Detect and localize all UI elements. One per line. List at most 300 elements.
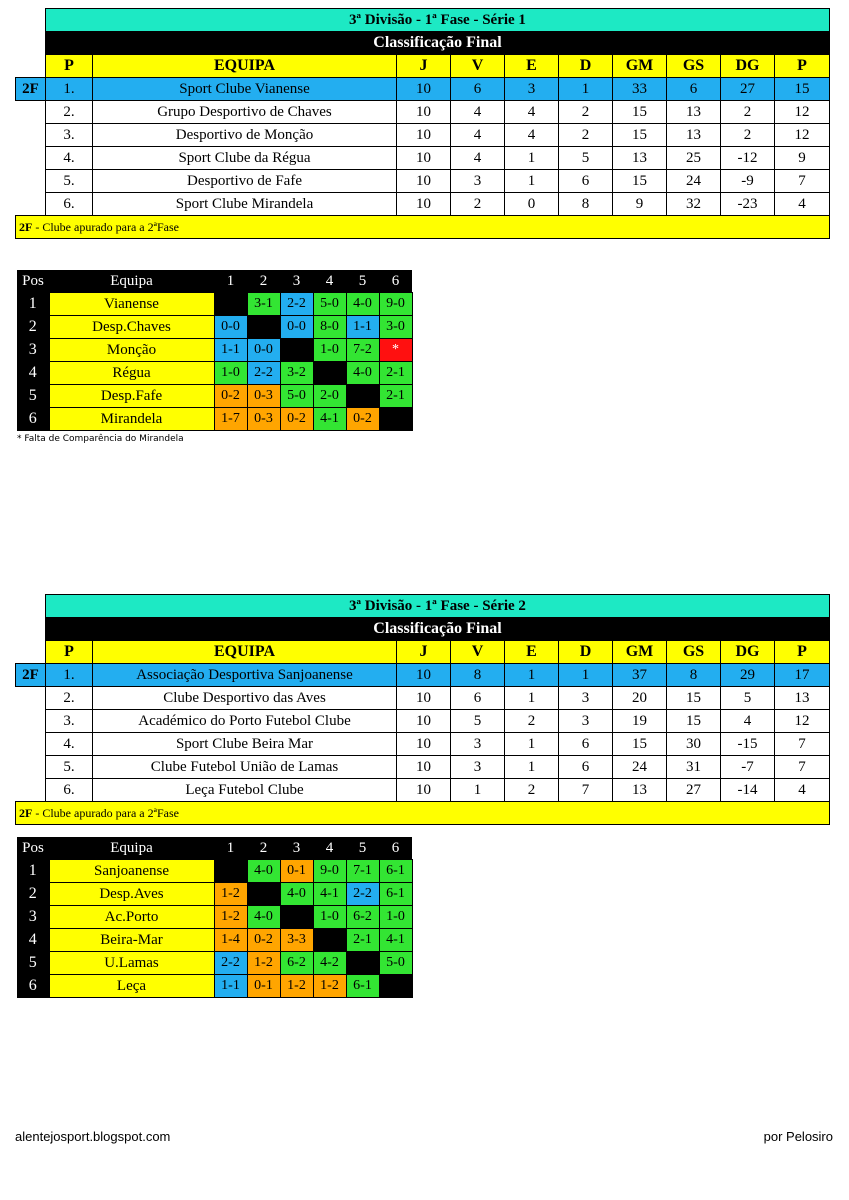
table-cell: 2. [46,101,93,124]
table-cell: 24 [667,170,721,193]
result-cell: 1-0 [313,906,346,929]
table-cell: 15 [613,733,667,756]
table-row [16,687,830,710]
matrix-row [17,362,412,385]
result-cell: 1-0 [379,906,412,929]
legend-text: - Clube apurado para a 2ªFase [32,805,179,820]
result-cell: 3-1 [247,293,280,316]
table-cell: -9 [721,170,775,193]
qualified-tag: 2F [16,664,46,687]
column-header: EQUIPA [93,641,397,664]
table-cell: 19 [613,710,667,733]
table-cell: 6 [451,78,505,101]
table-cell: 10 [397,101,451,124]
result-cell: 1-4 [214,929,247,952]
table-cell: -15 [721,733,775,756]
matrix-header: 2 [247,837,280,860]
legend-tag: 2F [19,219,33,234]
matrix-row [17,316,412,339]
table-cell: -12 [721,147,775,170]
self-match-cell [247,883,280,906]
table-cell: 9 [775,147,830,170]
table-cell: 15 [775,78,830,101]
spacer [16,193,46,216]
self-match-cell [346,385,379,408]
team-name: Ac.Porto [49,906,214,929]
result-cell: 6-1 [379,883,412,906]
position: 6 [17,408,49,431]
table-row [16,733,830,756]
result-cell: 2-2 [280,293,313,316]
spacer [16,733,46,756]
result-cell: 1-7 [214,408,247,431]
column-header: DG [721,641,775,664]
table-cell: 9 [613,193,667,216]
series2-results-matrix [17,837,413,998]
team-name: Leça Futebol Clube [93,779,397,802]
result-cell: 0-3 [247,408,280,431]
column-header: J [397,641,451,664]
table-cell: 6 [667,78,721,101]
matrix-header: Pos [17,837,49,860]
result-cell: 7-2 [346,339,379,362]
table-cell: 10 [397,687,451,710]
table-cell: 2 [721,101,775,124]
table-cell: 29 [721,664,775,687]
series2-standings [15,594,830,825]
result-cell: 6-2 [346,906,379,929]
self-match-cell [214,860,247,883]
table-cell: 1 [559,78,613,101]
matrix-header: 4 [313,837,346,860]
team-name: Desp.Fafe [49,385,214,408]
spacer [16,170,46,193]
table-cell: 2 [505,779,559,802]
spacer [16,9,46,32]
matrix-header: 5 [346,837,379,860]
table-row [16,170,830,193]
forfeit-note: * Falta de Comparência do Mirandela [17,434,184,444]
matrix-row [17,293,412,316]
spacer [16,687,46,710]
series1-results-matrix [17,270,413,431]
table-cell: 37 [613,664,667,687]
matrix-header: 4 [313,270,346,293]
table-cell: 20 [613,687,667,710]
table-cell: 15 [613,124,667,147]
table-cell: 15 [613,101,667,124]
legend-text: - Clube apurado para a 2ªFase [32,219,179,234]
result-cell: 6-1 [379,860,412,883]
table-row [16,664,830,687]
team-name: Vianense [49,293,214,316]
result-cell: 9-0 [313,860,346,883]
table-cell: 6. [46,193,93,216]
table-row [16,193,830,216]
result-cell: 3-3 [280,929,313,952]
legend-tag: 2F [19,805,33,820]
table-cell: 2 [505,710,559,733]
table-cell: 25 [667,147,721,170]
table-cell: 3 [451,733,505,756]
position: 6 [17,975,49,998]
team-name: Grupo Desportivo de Chaves [93,101,397,124]
table-cell: 1 [505,733,559,756]
table-cell: 2 [721,124,775,147]
spacer [16,124,46,147]
column-header: V [451,55,505,78]
team-name: Mirandela [49,408,214,431]
column-header: P [46,55,93,78]
matrix-row [17,929,412,952]
team-name: Clube Futebol União de Lamas [93,756,397,779]
spacer [16,618,46,641]
table-cell: 8 [667,664,721,687]
spacer [16,32,46,55]
result-cell: 1-2 [247,952,280,975]
column-header: D [559,55,613,78]
position: 3 [17,339,49,362]
spacer [16,101,46,124]
matrix-row [17,906,412,929]
table-cell: 7 [775,170,830,193]
table-cell: 10 [397,779,451,802]
table-cell: 30 [667,733,721,756]
result-cell: 4-1 [313,883,346,906]
table-cell: 15 [613,170,667,193]
spacer [16,595,46,618]
position: 3 [17,906,49,929]
position: 2 [17,316,49,339]
table-cell: 4 [451,147,505,170]
team-name: Clube Desportivo das Aves [93,687,397,710]
table-cell: 4 [451,124,505,147]
position: 4 [17,362,49,385]
column-header: GM [613,55,667,78]
matrix-header: 3 [280,837,313,860]
column-header: GS [667,55,721,78]
result-cell: 0-1 [247,975,280,998]
table-cell: 4 [775,779,830,802]
table-cell: 4 [775,193,830,216]
column-header: DG [721,55,775,78]
spacer [16,55,46,78]
table-cell: 4 [451,101,505,124]
table-cell: 12 [775,710,830,733]
table-cell: 10 [397,170,451,193]
table-title: 3ª Divisão - 1ª Fase - Série 2 [46,595,830,618]
table-cell: 1 [559,664,613,687]
matrix-row [17,952,412,975]
result-cell: 8-0 [313,316,346,339]
self-match-cell [247,316,280,339]
table-cell: 17 [775,664,830,687]
matrix-row [17,975,412,998]
table-cell: 13 [667,101,721,124]
author-credit: por Pelosiro [763,1129,833,1144]
table-cell: 10 [397,193,451,216]
spacer [16,710,46,733]
table-row [16,147,830,170]
table-row [16,78,830,101]
table-cell: 6 [559,733,613,756]
table-cell: 5. [46,170,93,193]
matrix-header: 5 [346,270,379,293]
team-name: Desp.Chaves [49,316,214,339]
table-cell: 3 [451,756,505,779]
result-cell: 5-0 [379,952,412,975]
table-cell: 2 [559,101,613,124]
table-cell: 10 [397,756,451,779]
column-header: P [775,641,830,664]
team-name: Desportivo de Fafe [93,170,397,193]
table-cell: 3 [559,710,613,733]
table-row [16,779,830,802]
table-cell: 1. [46,664,93,687]
matrix-header: 1 [214,837,247,860]
table-cell: 32 [667,193,721,216]
table-cell: 10 [397,78,451,101]
column-header: GS [667,641,721,664]
result-cell: 0-2 [280,408,313,431]
qualified-tag: 2F [16,78,46,101]
spacer [16,779,46,802]
self-match-cell [313,362,346,385]
result-cell: 4-1 [379,929,412,952]
matrix-row [17,385,412,408]
table-cell: 8 [451,664,505,687]
table-cell: 4. [46,733,93,756]
table-cell: 1 [505,687,559,710]
table-cell: 12 [775,101,830,124]
table-cell: 10 [397,664,451,687]
result-cell: 1-2 [280,975,313,998]
table-cell: 24 [613,756,667,779]
team-name: Beira-Mar [49,929,214,952]
table-cell: 27 [721,78,775,101]
table-row [16,101,830,124]
table-title: 3ª Divisão - 1ª Fase - Série 1 [46,9,830,32]
result-cell: 9-0 [379,293,412,316]
table-cell: 1 [505,664,559,687]
result-cell: 0-3 [247,385,280,408]
spacer [16,147,46,170]
result-cell: 3-0 [379,316,412,339]
table-cell: 4 [721,710,775,733]
table-cell: 7 [559,779,613,802]
result-cell: 0-2 [214,385,247,408]
result-cell: 4-0 [346,362,379,385]
position: 2 [17,883,49,906]
matrix-row [17,408,412,431]
matrix-header: 6 [379,837,412,860]
result-cell: 1-1 [346,316,379,339]
table-row [16,124,830,147]
team-name: Desportivo de Monção [93,124,397,147]
table-cell: 3. [46,710,93,733]
result-cell: 3-2 [280,362,313,385]
table-row [16,756,830,779]
self-match-cell [313,929,346,952]
team-name: Desp.Aves [49,883,214,906]
team-name: Sport Clube Beira Mar [93,733,397,756]
result-cell: 1-0 [214,362,247,385]
result-cell: 0-0 [280,316,313,339]
table-cell: 15 [667,687,721,710]
result-cell: 1-2 [313,975,346,998]
result-cell: 1-0 [313,339,346,362]
self-match-cell [379,408,412,431]
table-cell: 10 [397,124,451,147]
table-cell: 2 [559,124,613,147]
table-cell: 4. [46,147,93,170]
column-header: P [46,641,93,664]
table-row [16,710,830,733]
result-cell: 5-0 [313,293,346,316]
table-cell: 27 [667,779,721,802]
result-cell: 2-1 [379,385,412,408]
team-name: Sport Clube Mirandela [93,193,397,216]
table-cell: 5 [559,147,613,170]
table-cell: 12 [775,124,830,147]
self-match-cell [346,952,379,975]
result-cell: 6-1 [346,975,379,998]
series1-standings [15,8,830,239]
table-cell: 13 [775,687,830,710]
table-cell: 1 [505,147,559,170]
qualified-legend [16,216,830,239]
column-header: E [505,641,559,664]
column-header: E [505,55,559,78]
team-name: Associação Desportiva Sanjoanense [93,664,397,687]
result-cell: 4-0 [247,906,280,929]
table-cell: 4 [505,101,559,124]
table-cell: 7 [775,733,830,756]
position: 1 [17,293,49,316]
matrix-row [17,339,412,362]
column-header: D [559,641,613,664]
table-cell: 5 [451,710,505,733]
team-name: Académico do Porto Futebol Clube [93,710,397,733]
result-cell: 7-1 [346,860,379,883]
table-cell: 31 [667,756,721,779]
table-cell: 3 [505,78,559,101]
table-cell: 13 [613,147,667,170]
result-cell: 2-2 [247,362,280,385]
result-cell: 4-1 [313,408,346,431]
table-subtitle: Classificação Final [46,618,830,641]
table-cell: 3 [451,170,505,193]
result-cell: 0-0 [247,339,280,362]
matrix-row [17,860,412,883]
table-cell: 4 [505,124,559,147]
matrix-header: 1 [214,270,247,293]
team-name: Leça [49,975,214,998]
matrix-header: Pos [17,270,49,293]
spacer [16,756,46,779]
result-cell: 6-2 [280,952,313,975]
matrix-header: 3 [280,270,313,293]
result-cell: 2-0 [313,385,346,408]
result-cell: 0-2 [346,408,379,431]
table-cell: 1 [505,756,559,779]
result-cell: 2-1 [379,362,412,385]
table-cell: -7 [721,756,775,779]
result-cell: 0-2 [247,929,280,952]
matrix-header: 2 [247,270,280,293]
self-match-cell [280,339,313,362]
table-cell: 7 [775,756,830,779]
result-cell: 1-1 [214,339,247,362]
blog-url: alentejosport.blogspot.com [15,1129,171,1144]
table-cell: 15 [667,710,721,733]
table-cell: 1. [46,78,93,101]
table-cell: 10 [397,710,451,733]
column-header: GM [613,641,667,664]
result-cell: 4-0 [280,883,313,906]
result-cell: 0-1 [280,860,313,883]
result-cell: 4-0 [247,860,280,883]
table-cell: 10 [397,733,451,756]
result-cell: 5-0 [280,385,313,408]
matrix-row [17,883,412,906]
column-header: P [775,55,830,78]
table-cell: 0 [505,193,559,216]
result-cell: 4-2 [313,952,346,975]
table-cell: -23 [721,193,775,216]
matrix-header: 6 [379,270,412,293]
self-match-cell [379,975,412,998]
column-header: J [397,55,451,78]
result-cell: 2-2 [346,883,379,906]
column-header: EQUIPA [93,55,397,78]
table-cell: 3 [559,687,613,710]
result-cell: 0-0 [214,316,247,339]
table-cell: 10 [397,147,451,170]
result-cell: 2-1 [346,929,379,952]
team-name: Sanjoanense [49,860,214,883]
result-cell: 1-2 [214,906,247,929]
column-header: V [451,641,505,664]
table-cell: 5. [46,756,93,779]
table-cell: 6. [46,779,93,802]
table-cell: 13 [667,124,721,147]
team-name: Sport Clube Vianense [93,78,397,101]
team-name: Monção [49,339,214,362]
self-match-cell [280,906,313,929]
table-cell: 8 [559,193,613,216]
position: 1 [17,860,49,883]
result-cell: 1-2 [214,883,247,906]
table-cell: 3. [46,124,93,147]
matrix-header: Equipa [49,270,214,293]
team-name: Régua [49,362,214,385]
table-cell: 6 [451,687,505,710]
table-cell: 33 [613,78,667,101]
table-cell: 1 [505,170,559,193]
matrix-header: Equipa [49,837,214,860]
position: 5 [17,385,49,408]
result-cell: 4-0 [346,293,379,316]
table-cell: 1 [451,779,505,802]
table-cell: -14 [721,779,775,802]
table-cell: 13 [613,779,667,802]
result-cell: 2-2 [214,952,247,975]
result-cell: 1-1 [214,975,247,998]
position: 5 [17,952,49,975]
result-cell: * [379,339,412,362]
position: 4 [17,929,49,952]
